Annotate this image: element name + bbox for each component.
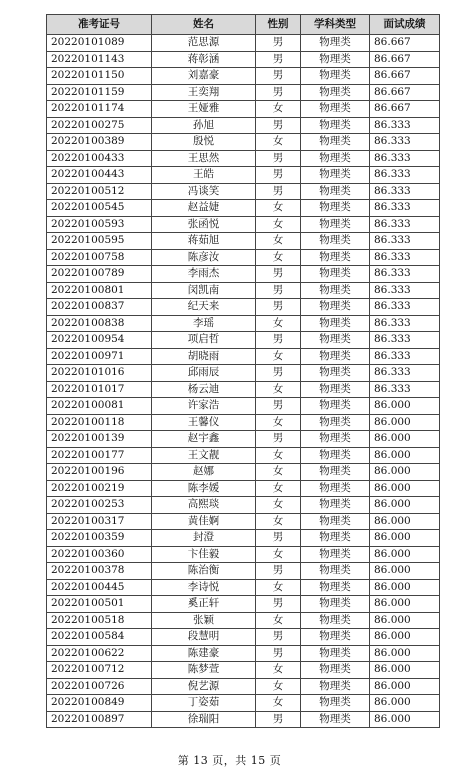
exam-id-cell: 20220100518 (47, 612, 152, 629)
score-cell: 86.000 (370, 678, 440, 695)
subject-type-cell: 物理类 (301, 513, 370, 530)
gender-cell: 女 (256, 546, 301, 563)
gender-cell: 女 (256, 579, 301, 596)
name-cell: 冯谈笑 (152, 183, 256, 200)
table-row (47, 645, 440, 662)
name-cell: 纪天来 (152, 299, 256, 316)
subject-type-cell: 物理类 (301, 101, 370, 118)
table-row (47, 68, 440, 85)
gender-cell: 女 (256, 497, 301, 514)
subject-type-cell: 物理类 (301, 134, 370, 151)
exam-id-cell: 20220100838 (47, 315, 152, 332)
table-row (47, 315, 440, 332)
subject-type-cell: 物理类 (301, 315, 370, 332)
score-cell: 86.333 (370, 348, 440, 365)
table-row (47, 381, 440, 398)
score-cell: 86.333 (370, 282, 440, 299)
gender-cell: 女 (256, 381, 301, 398)
gender-cell: 女 (256, 233, 301, 250)
name-cell: 王奕翔 (152, 84, 256, 101)
name-cell: 高熙琰 (152, 497, 256, 514)
exam-id-cell: 20220101017 (47, 381, 152, 398)
table-row (47, 464, 440, 481)
exam-id-cell: 20220100758 (47, 249, 152, 266)
gender-cell: 男 (256, 398, 301, 415)
gender-cell: 女 (256, 134, 301, 151)
table-row (47, 299, 440, 316)
subject-type-cell: 物理类 (301, 348, 370, 365)
exam-id-cell: 20220100897 (47, 711, 152, 728)
gender-cell: 女 (256, 447, 301, 464)
subject-type-cell: 物理类 (301, 365, 370, 382)
exam-id-cell: 20220100389 (47, 134, 152, 151)
gender-cell: 女 (256, 662, 301, 679)
gender-cell: 男 (256, 117, 301, 134)
table-row (47, 216, 440, 233)
table-row (47, 84, 440, 101)
table-row (47, 414, 440, 431)
score-cell: 86.000 (370, 612, 440, 629)
table-row (47, 167, 440, 184)
gender-cell: 男 (256, 299, 301, 316)
header-name: 姓名 (152, 15, 256, 35)
name-cell: 王文靓 (152, 447, 256, 464)
subject-type-cell: 物理类 (301, 612, 370, 629)
score-cell: 86.333 (370, 216, 440, 233)
name-cell: 封澄 (152, 530, 256, 547)
subject-type-cell: 物理类 (301, 497, 370, 514)
page-footer: 第 13 页，共 15 页 (177, 754, 282, 767)
table-row (47, 546, 440, 563)
exam-id-cell: 20220100622 (47, 645, 152, 662)
gender-cell: 男 (256, 266, 301, 283)
score-cell: 86.333 (370, 233, 440, 250)
score-cell: 86.000 (370, 513, 440, 530)
table-row (47, 249, 440, 266)
gender-cell: 女 (256, 695, 301, 712)
subject-type-cell: 物理类 (301, 546, 370, 563)
score-cell: 86.667 (370, 84, 440, 101)
name-cell: 刘嘉豪 (152, 68, 256, 85)
subject-type-cell: 物理类 (301, 629, 370, 646)
table-row (47, 447, 440, 464)
name-cell: 闵凯南 (152, 282, 256, 299)
gender-cell: 男 (256, 629, 301, 646)
gender-cell: 女 (256, 200, 301, 217)
exam-id-cell: 20220101150 (47, 68, 152, 85)
exam-id-cell: 20220101089 (47, 35, 152, 52)
table-row (47, 183, 440, 200)
gender-cell: 男 (256, 150, 301, 167)
subject-type-cell: 物理类 (301, 117, 370, 134)
table-row (47, 51, 440, 68)
table-row (47, 563, 440, 580)
exam-id-cell: 20220101143 (47, 51, 152, 68)
name-cell: 王皓 (152, 167, 256, 184)
gender-cell: 男 (256, 365, 301, 382)
gender-cell: 女 (256, 101, 301, 118)
table-row (47, 678, 440, 695)
gender-cell: 女 (256, 414, 301, 431)
table-row (47, 233, 440, 250)
score-cell: 86.667 (370, 35, 440, 52)
subject-type-cell: 物理类 (301, 233, 370, 250)
gender-cell: 女 (256, 249, 301, 266)
name-cell: 张函悦 (152, 216, 256, 233)
name-cell: 许家浩 (152, 398, 256, 415)
name-cell: 王思然 (152, 150, 256, 167)
exam-id-cell: 20220100593 (47, 216, 152, 233)
name-cell: 陈建豪 (152, 645, 256, 662)
score-cell: 86.000 (370, 695, 440, 712)
exam-id-cell: 20220100512 (47, 183, 152, 200)
exam-id-cell: 20220100360 (47, 546, 152, 563)
name-cell: 赵娜 (152, 464, 256, 481)
score-cell: 86.000 (370, 711, 440, 728)
subject-type-cell: 物理类 (301, 579, 370, 596)
score-cell: 86.000 (370, 414, 440, 431)
exam-id-cell: 20220101159 (47, 84, 152, 101)
name-cell: 丁姿茹 (152, 695, 256, 712)
score-cell: 86.667 (370, 68, 440, 85)
name-cell: 李雨杰 (152, 266, 256, 283)
score-cell: 86.000 (370, 497, 440, 514)
name-cell: 段慧明 (152, 629, 256, 646)
subject-type-cell: 物理类 (301, 51, 370, 68)
score-cell: 86.000 (370, 447, 440, 464)
subject-type-cell: 物理类 (301, 381, 370, 398)
table-header-row (47, 15, 440, 35)
exam-id-cell: 20220100118 (47, 414, 152, 431)
subject-type-cell: 物理类 (301, 398, 370, 415)
table-row (47, 348, 440, 365)
exam-id-cell: 20220100139 (47, 431, 152, 448)
table-row (47, 480, 440, 497)
score-cell: 86.000 (370, 563, 440, 580)
score-cell: 86.333 (370, 200, 440, 217)
subject-type-cell: 物理类 (301, 431, 370, 448)
exam-id-cell: 20220100501 (47, 596, 152, 613)
gender-cell: 女 (256, 315, 301, 332)
table-row (47, 612, 440, 629)
score-cell: 86.000 (370, 530, 440, 547)
name-cell: 倪艺源 (152, 678, 256, 695)
subject-type-cell: 物理类 (301, 150, 370, 167)
subject-type-cell: 物理类 (301, 282, 370, 299)
table-row (47, 365, 440, 382)
gender-cell: 男 (256, 431, 301, 448)
score-cell: 86.333 (370, 381, 440, 398)
gender-cell: 男 (256, 596, 301, 613)
score-cell: 86.000 (370, 398, 440, 415)
gender-cell: 男 (256, 68, 301, 85)
gender-cell: 男 (256, 563, 301, 580)
gender-cell: 女 (256, 612, 301, 629)
exam-id-cell: 20220100253 (47, 497, 152, 514)
subject-type-cell: 物理类 (301, 563, 370, 580)
exam-id-cell: 20220101174 (47, 101, 152, 118)
table-row (47, 398, 440, 415)
score-table (46, 14, 440, 728)
score-cell: 86.333 (370, 299, 440, 316)
subject-type-cell: 物理类 (301, 200, 370, 217)
exam-id-cell: 20220100595 (47, 233, 152, 250)
name-cell: 殷悦 (152, 134, 256, 151)
exam-id-cell: 20220100378 (47, 563, 152, 580)
exam-id-cell: 20220101016 (47, 365, 152, 382)
table-row (47, 282, 440, 299)
name-cell: 蒋彰涵 (152, 51, 256, 68)
name-cell: 赵宇鑫 (152, 431, 256, 448)
table-row (47, 497, 440, 514)
subject-type-cell: 物理类 (301, 464, 370, 481)
subject-type-cell: 物理类 (301, 299, 370, 316)
name-cell: 孙旭 (152, 117, 256, 134)
score-cell: 86.000 (370, 645, 440, 662)
table-row (47, 695, 440, 712)
subject-type-cell: 物理类 (301, 645, 370, 662)
table-row (47, 134, 440, 151)
exam-id-cell: 20220100317 (47, 513, 152, 530)
subject-type-cell: 物理类 (301, 530, 370, 547)
table-row (47, 513, 440, 530)
name-cell: 蒋茹旭 (152, 233, 256, 250)
score-cell: 86.333 (370, 183, 440, 200)
score-cell: 86.333 (370, 266, 440, 283)
subject-type-cell: 物理类 (301, 662, 370, 679)
score-cell: 86.000 (370, 431, 440, 448)
gender-cell: 男 (256, 84, 301, 101)
table-row (47, 711, 440, 728)
table-row (47, 101, 440, 118)
table-row (47, 431, 440, 448)
score-cell: 86.333 (370, 365, 440, 382)
gender-cell: 男 (256, 282, 301, 299)
gender-cell: 男 (256, 167, 301, 184)
score-cell: 86.333 (370, 150, 440, 167)
gender-cell: 女 (256, 480, 301, 497)
table-row (47, 596, 440, 613)
exam-id-cell: 20220100275 (47, 117, 152, 134)
exam-id-cell: 20220100584 (47, 629, 152, 646)
exam-id-cell: 20220100433 (47, 150, 152, 167)
gender-cell: 男 (256, 711, 301, 728)
score-cell: 86.000 (370, 579, 440, 596)
name-cell: 陈治衡 (152, 563, 256, 580)
name-cell: 陈李媛 (152, 480, 256, 497)
name-cell: 李诗悦 (152, 579, 256, 596)
name-cell: 黄佳婀 (152, 513, 256, 530)
subject-type-cell: 物理类 (301, 84, 370, 101)
name-cell: 胡晓雨 (152, 348, 256, 365)
subject-type-cell: 物理类 (301, 35, 370, 52)
name-cell: 徐瑞阳 (152, 711, 256, 728)
subject-type-cell: 物理类 (301, 711, 370, 728)
exam-id-cell: 20220100954 (47, 332, 152, 349)
score-cell: 86.000 (370, 629, 440, 646)
name-cell: 李瑶 (152, 315, 256, 332)
score-cell: 86.333 (370, 134, 440, 151)
exam-id-cell: 20220100801 (47, 282, 152, 299)
exam-id-cell: 20220100849 (47, 695, 152, 712)
name-cell: 奚正轩 (152, 596, 256, 613)
table-row (47, 35, 440, 52)
score-cell: 86.667 (370, 101, 440, 118)
name-cell: 王馨仪 (152, 414, 256, 431)
gender-cell: 女 (256, 678, 301, 695)
subject-type-cell: 物理类 (301, 332, 370, 349)
header-gender: 性别 (256, 15, 301, 35)
subject-type-cell: 物理类 (301, 480, 370, 497)
gender-cell: 男 (256, 183, 301, 200)
table-row (47, 530, 440, 547)
exam-id-cell: 20220100837 (47, 299, 152, 316)
name-cell: 赵益婕 (152, 200, 256, 217)
exam-id-cell: 20220100196 (47, 464, 152, 481)
score-cell: 86.000 (370, 546, 440, 563)
table-row (47, 629, 440, 646)
subject-type-cell: 物理类 (301, 266, 370, 283)
exam-id-cell: 20220100359 (47, 530, 152, 547)
header-interview-score: 面试成绩 (370, 15, 440, 35)
subject-type-cell: 物理类 (301, 596, 370, 613)
exam-id-cell: 20220100443 (47, 167, 152, 184)
subject-type-cell: 物理类 (301, 414, 370, 431)
gender-cell: 男 (256, 530, 301, 547)
score-cell: 86.333 (370, 315, 440, 332)
exam-id-cell: 20220100971 (47, 348, 152, 365)
score-cell: 86.333 (370, 249, 440, 266)
score-cell: 86.667 (370, 51, 440, 68)
name-cell: 卞佳毅 (152, 546, 256, 563)
subject-type-cell: 物理类 (301, 447, 370, 464)
subject-type-cell: 物理类 (301, 216, 370, 233)
table-row (47, 266, 440, 283)
gender-cell: 女 (256, 464, 301, 481)
exam-id-cell: 20220100789 (47, 266, 152, 283)
exam-id-cell: 20220100081 (47, 398, 152, 415)
gender-cell: 女 (256, 348, 301, 365)
subject-type-cell: 物理类 (301, 167, 370, 184)
table-row (47, 117, 440, 134)
table-row (47, 662, 440, 679)
score-cell: 86.333 (370, 167, 440, 184)
name-cell: 陈梦萱 (152, 662, 256, 679)
name-cell: 杨云迪 (152, 381, 256, 398)
subject-type-cell: 物理类 (301, 695, 370, 712)
score-cell: 86.000 (370, 464, 440, 481)
name-cell: 张颖 (152, 612, 256, 629)
score-cell: 86.000 (370, 596, 440, 613)
gender-cell: 男 (256, 332, 301, 349)
table-body (47, 35, 440, 728)
name-cell: 王娅雅 (152, 101, 256, 118)
subject-type-cell: 物理类 (301, 678, 370, 695)
exam-id-cell: 20220100726 (47, 678, 152, 695)
gender-cell: 女 (256, 216, 301, 233)
name-cell: 范思源 (152, 35, 256, 52)
score-cell: 86.333 (370, 117, 440, 134)
table-row (47, 150, 440, 167)
subject-type-cell: 物理类 (301, 68, 370, 85)
score-cell: 86.000 (370, 480, 440, 497)
subject-type-cell: 物理类 (301, 183, 370, 200)
name-cell: 邱雨辰 (152, 365, 256, 382)
gender-cell: 男 (256, 645, 301, 662)
exam-id-cell: 20220100545 (47, 200, 152, 217)
score-cell: 86.000 (370, 662, 440, 679)
gender-cell: 男 (256, 51, 301, 68)
exam-id-cell: 20220100712 (47, 662, 152, 679)
gender-cell: 女 (256, 513, 301, 530)
exam-id-cell: 20220100177 (47, 447, 152, 464)
exam-id-cell: 20220100445 (47, 579, 152, 596)
header-subject-type: 学科类型 (301, 15, 370, 35)
subject-type-cell: 物理类 (301, 249, 370, 266)
table-row (47, 200, 440, 217)
header-exam-id: 准考证号 (47, 15, 152, 35)
score-cell: 86.333 (370, 332, 440, 349)
exam-id-cell: 20220100219 (47, 480, 152, 497)
table-row (47, 332, 440, 349)
gender-cell: 男 (256, 35, 301, 52)
table-row (47, 579, 440, 596)
name-cell: 陈彦汝 (152, 249, 256, 266)
name-cell: 项启哲 (152, 332, 256, 349)
